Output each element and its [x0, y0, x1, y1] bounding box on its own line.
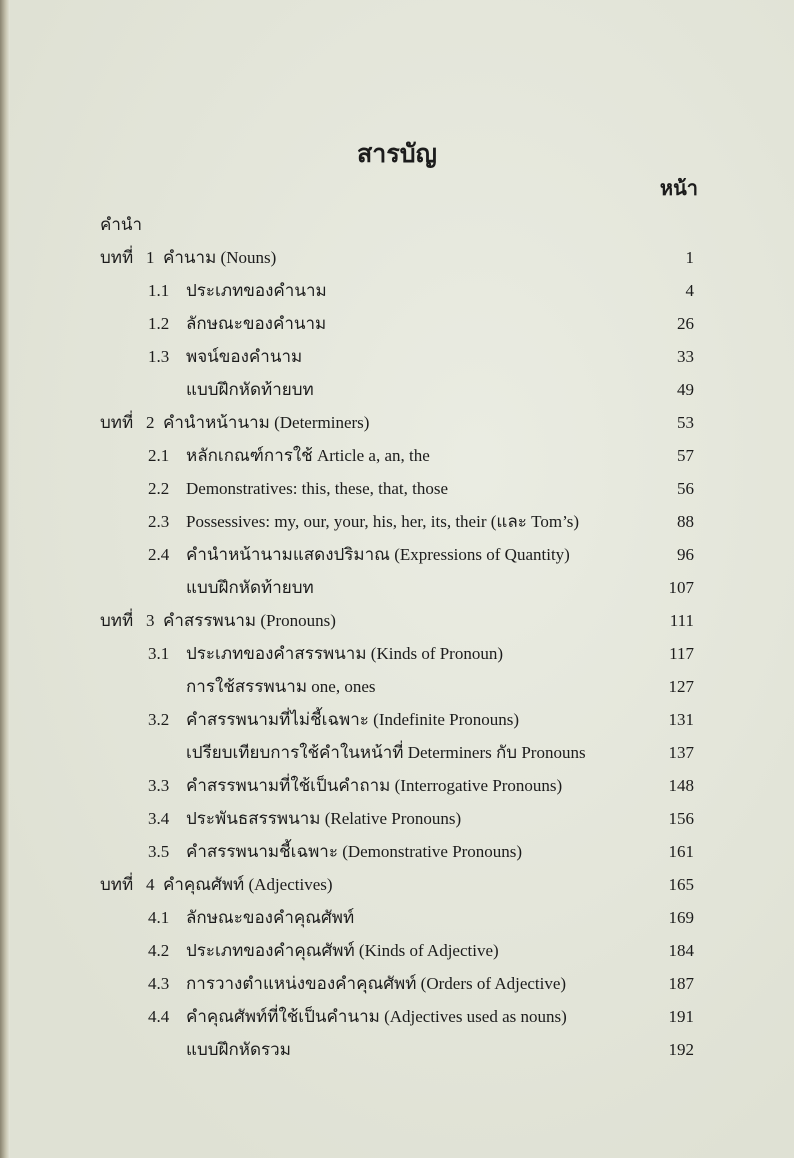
toc-entry-section: [100, 472, 694, 505]
entry-page-number: 53: [677, 413, 694, 432]
toc-entry-section: [100, 1033, 694, 1066]
entry-page-number: 187: [668, 974, 694, 993]
toc-entry-section: [100, 901, 694, 934]
entry-title: Demonstratives: this, these, that, those: [186, 479, 449, 498]
entry-title: คำนำ: [100, 215, 143, 234]
entry-title: เปรียบเทียบการใช้คำในหน้าที่ Determiners กับ Pronouns: [186, 743, 586, 762]
entry-page-number: 33: [677, 347, 694, 366]
entry-number: 3.1: [148, 644, 170, 663]
table-of-contents: [100, 208, 694, 1066]
entry-title: หลักเกณฑ์การใช้ Article a, an, the: [186, 446, 430, 465]
entry-page-number: 192: [668, 1040, 694, 1059]
toc-entry-section: [100, 1000, 694, 1033]
toc-entry-section: [100, 274, 694, 307]
toc-entry-section: [100, 802, 694, 835]
entry-number: 3.5: [148, 842, 170, 861]
entry-page-number: 26: [677, 314, 694, 333]
page-title: สารบัญ: [357, 141, 437, 168]
entry-title: ประเภทของคำนาม: [186, 281, 327, 300]
entry-title: การวางตำแหน่งของคำคุณศัพท์ (Orders of Adjective): [186, 974, 567, 993]
entry-title: ประเภทของคำสรรพนาม (Kinds of Pronoun): [186, 644, 504, 663]
entry-title: คำนำหน้านาม (Determiners): [163, 413, 370, 432]
entry-page-number: 137: [668, 743, 694, 762]
toc-entry-section: [100, 967, 694, 1000]
entry-number: 3.3: [148, 776, 170, 795]
entry-page-number: 111: [669, 611, 694, 630]
toc-entry-section: [100, 736, 694, 769]
entry-number: 2.2: [148, 479, 170, 498]
entry-title: คำคุณศัพท์ (Adjectives): [163, 875, 333, 894]
entry-number: 4.4: [148, 1007, 170, 1026]
entry-page-number: 4: [685, 281, 694, 300]
entry-title: การใช้สรรพนาม one, ones: [186, 677, 376, 696]
entry-page-number: 57: [677, 446, 694, 465]
entry-number: 3.4: [148, 809, 170, 828]
toc-entry-chapter: [100, 604, 694, 637]
entry-page-number: 127: [668, 677, 694, 696]
toc-entry-chapter: [100, 868, 694, 901]
entry-page-number: 117: [669, 644, 694, 663]
entry-page-number: 131: [668, 710, 694, 729]
entry-page-number: 191: [668, 1007, 694, 1026]
entry-number: 1.3: [148, 347, 170, 366]
entry-title: คำคุณศัพท์ที่ใช้เป็นคำนาม (Adjectives used as nouns): [186, 1007, 567, 1026]
entry-title: ประพันธสรรพนาม (Relative Pronouns): [186, 809, 462, 828]
entry-title: แบบฝึกหัดรวม: [186, 1040, 291, 1059]
entry-number: 1: [146, 248, 155, 267]
entry-page-number: 96: [677, 545, 694, 564]
toc-entry-section: [100, 505, 694, 538]
entry-title: ลักษณะของคำคุณศัพท์: [186, 908, 355, 927]
entry-title: คำสรรพนามที่ไม่ชี้เฉพาะ (Indefinite Pronouns): [186, 710, 520, 729]
entry-page-number: 148: [668, 776, 694, 795]
entry-page-number: 161: [668, 842, 694, 861]
toc-entry-section: [100, 538, 694, 571]
entry-number: 1.1: [148, 281, 170, 300]
entry-number: 2.1: [148, 446, 170, 465]
entry-number: 2: [146, 413, 155, 432]
entry-number: 1.2: [148, 314, 170, 333]
toc-entry-section: [100, 439, 694, 472]
entry-title: คำสรรพนาม (Pronouns): [163, 611, 336, 630]
toc-entry-intro: [100, 208, 694, 241]
entry-number: 4.3: [148, 974, 170, 993]
entry-number: 3.2: [148, 710, 170, 729]
toc-entry-section: [100, 769, 694, 802]
toc-entry-section: [100, 340, 694, 373]
chapter-label: บทที่: [100, 611, 134, 630]
toc-entry-chapter: [100, 241, 694, 274]
chapter-label: บทที่: [100, 413, 134, 432]
entry-title: คำสรรพนามชี้เฉพาะ (Demonstrative Pronouns): [186, 842, 523, 861]
entry-page-number: 184: [668, 941, 694, 960]
toc-entry-section: [100, 835, 694, 868]
chapter-label: บทที่: [100, 248, 134, 267]
entry-page-number: 165: [668, 875, 694, 894]
entry-title: แบบฝึกหัดท้ายบท: [186, 380, 314, 399]
toc-entry-section: [100, 670, 694, 703]
entry-page-number: 56: [677, 479, 694, 498]
toc-entry-section: [100, 934, 694, 967]
entry-number: 2.3: [148, 512, 170, 531]
toc-entry-section: [100, 637, 694, 670]
entry-number: 3: [146, 611, 155, 630]
entry-number: 2.4: [148, 545, 170, 564]
toc-entry-chapter: [100, 406, 694, 439]
entry-title: Possessives: my, our, your, his, her, its, their (และ Tom’s): [186, 512, 580, 531]
entry-page-number: 1: [685, 248, 694, 267]
entry-title: คำนำหน้านามแสดงปริมาณ (Expressions of Quantity): [186, 545, 570, 564]
toc-entry-section: [100, 307, 694, 340]
entry-page-number: 49: [677, 380, 694, 399]
entry-number: 4: [146, 875, 155, 894]
entry-title: คำสรรพนามที่ใช้เป็นคำถาม (Interrogative Pronouns): [186, 776, 563, 795]
toc-entry-section: [100, 703, 694, 736]
page-column-header: หน้า: [659, 178, 698, 200]
entry-title: ลักษณะของคำนาม: [186, 314, 327, 333]
toc-entry-section: [100, 373, 694, 406]
entry-title: ประเภทของคำคุณศัพท์ (Kinds of Adjective): [186, 941, 499, 960]
entry-title: พจน์ของคำนาม: [186, 347, 303, 366]
toc-entry-section: [100, 571, 694, 604]
entry-title: คำนาม (Nouns): [163, 248, 277, 267]
entry-title: แบบฝึกหัดท้ายบท: [186, 578, 314, 597]
entry-number: 4.1: [148, 908, 170, 927]
chapter-label: บทที่: [100, 875, 134, 894]
entry-page-number: 169: [668, 908, 694, 927]
entry-page-number: 156: [668, 809, 694, 828]
entry-number: 4.2: [148, 941, 170, 960]
entry-page-number: 107: [668, 578, 694, 597]
entry-page-number: 88: [677, 512, 694, 531]
